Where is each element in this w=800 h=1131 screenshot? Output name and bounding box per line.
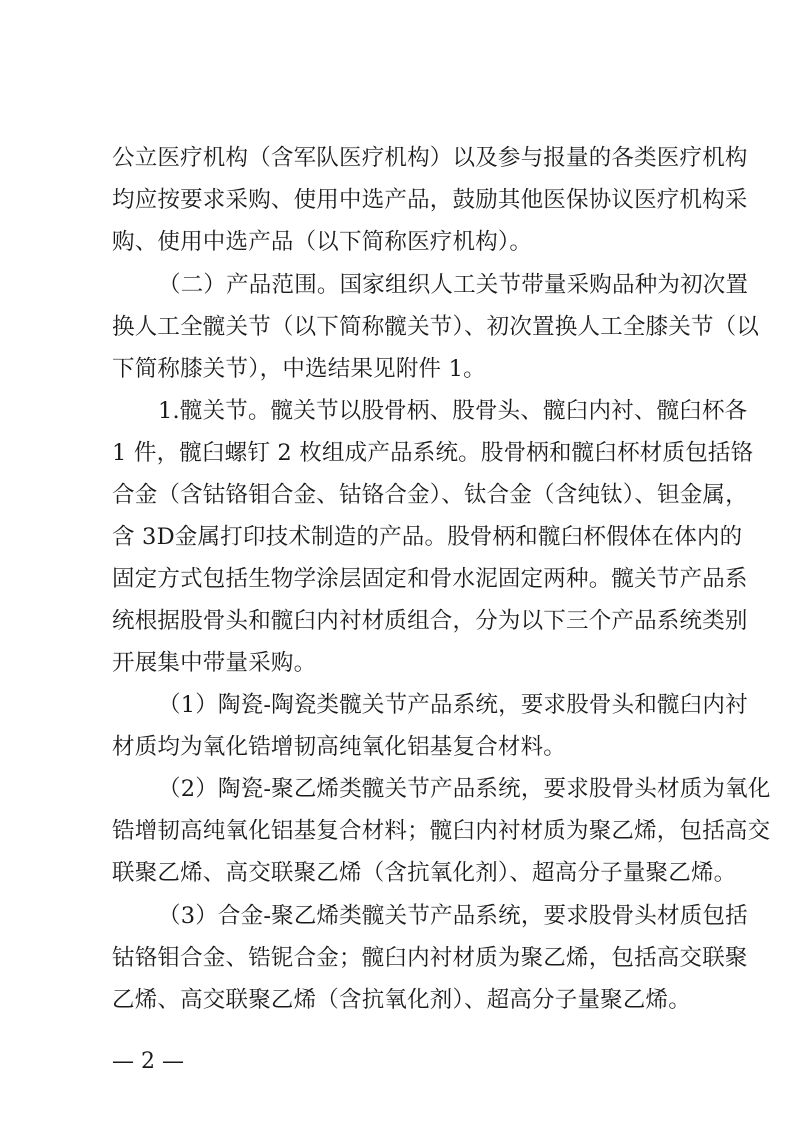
p3-line-2: 1 件，髋臼螺钉 2 枚组成产品系统。股骨柄和髋臼杯材质包括铬	[112, 440, 754, 466]
p5-line-3: 联聚乙烯、高交联聚乙烯（含抗氧化剂）、超高分子量聚乙烯。	[112, 860, 737, 886]
p3-line-7: 开展集中带量采购。	[112, 650, 317, 676]
p3-line-1: 1.髋关节。髋关节以股骨柄、股骨头、髋臼内衬、髋臼杯各	[158, 398, 748, 424]
p1-line-2: 均应按要求采购、使用中选产品，鼓励其他医保协议医疗机构采	[112, 187, 748, 213]
p1-line-1: 公立医疗机构（含军队医疗机构）以及参与报量的各类医疗机构	[112, 145, 748, 171]
p3-line-6: 统根据股骨头和髋臼内衬材质组合，分为以下三个产品系统类别	[112, 608, 748, 634]
p4-line-1: （1）陶瓷-陶瓷类髋关节产品系统，要求股骨头和髋臼内衬	[158, 692, 748, 718]
p6-line-2: 钴铬钼合金、锆铌合金；髋臼内衬材质为聚乙烯，包括高交联聚	[112, 945, 748, 971]
p3-line-5: 固定方式包括生物学涂层固定和骨水泥固定两种。髋关节产品系	[112, 566, 748, 592]
p2-line-1: （二）产品范围。国家组织人工关节带量采购品种为初次置	[158, 272, 749, 298]
p5-line-1: （2）陶瓷-聚乙烯类髋关节产品系统，要求股骨头材质为氧化	[158, 776, 771, 802]
page-number: — 2 —	[112, 1049, 184, 1074]
p4-line-2: 材质均为氧化锆增韧高纯氧化铝基复合材料。	[112, 734, 567, 760]
p2-line-3: 下简称膝关节），中选结果见附件 1。	[112, 356, 486, 382]
p5-line-2: 锆增韧高纯氧化铝基复合材料；髋臼内衬材质为聚乙烯，包括高交	[112, 818, 771, 844]
p3-line-4: 含 3D金属打印技术制造的产品。股骨柄和髋臼杯假体在体内的	[112, 524, 743, 550]
p6-line-1: （3）合金-聚乙烯类髋关节产品系统，要求股骨头材质包括	[158, 903, 748, 929]
p3-line-3: 合金（含钴铬钼合金、钴铬合金）、钛合金（含纯钛）、钽金属，	[112, 482, 748, 508]
p2-line-2: 换人工全髋关节（以下简称髋关节）、初次置换人工全膝关节（以	[112, 314, 760, 340]
p6-line-3: 乙烯、高交联聚乙烯（含抗氧化剂）、超高分子量聚乙烯。	[112, 987, 691, 1013]
p1-line-3: 购、使用中选产品（以下简称医疗机构）。	[112, 229, 533, 255]
